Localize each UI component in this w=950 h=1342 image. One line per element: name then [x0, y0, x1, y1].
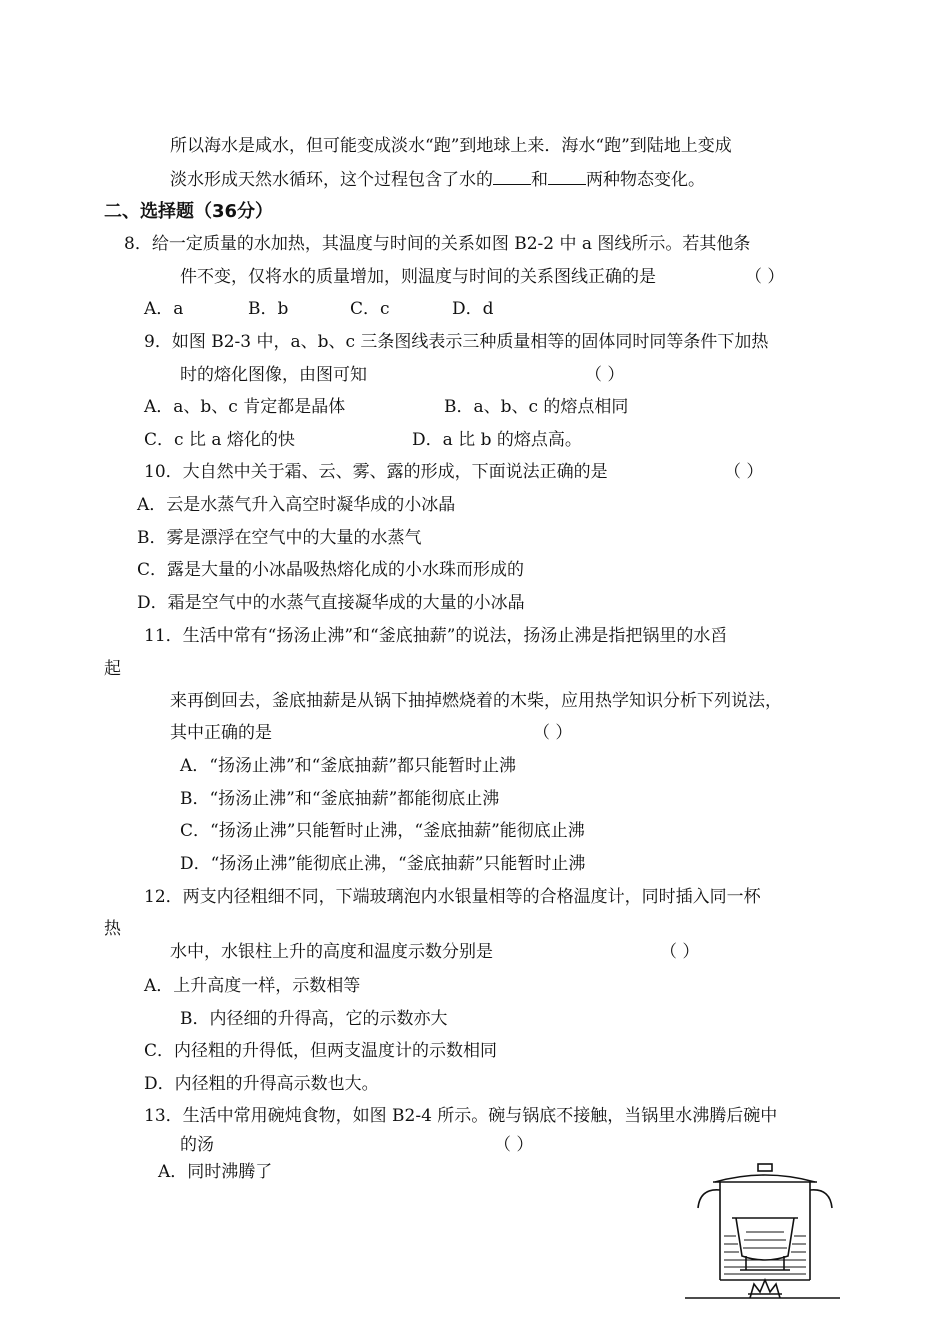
- q8-answer-paren[interactable]: （ ）: [745, 267, 785, 287]
- q12-answer-paren[interactable]: （ ）: [660, 942, 700, 962]
- q11-option-d[interactable]: D．“扬汤止沸”能彻底止沸，“釜底抽薪”只能暂时止沸: [180, 854, 586, 874]
- q12-line-2: 水中，水银柱上升的高度和温度示数分别是: [170, 942, 493, 962]
- fill-blank-1[interactable]: [493, 168, 531, 185]
- q13-answer-paren[interactable]: （ ）: [494, 1135, 534, 1155]
- q12-option-d[interactable]: D．内径粗的升得高示数也大。: [144, 1074, 379, 1094]
- q9-option-d[interactable]: D．a 比 b 的熔点高。: [412, 430, 582, 450]
- intro-line-1: 所以海水是咸水，但可能变成淡水“跑”到地球上来．海水“跑”到陆地上变成: [170, 136, 732, 156]
- q10-line-1: 10．大自然中关于霜、云、雾、露的形成，下面说法正确的是: [144, 462, 608, 482]
- q10-option-c[interactable]: C．露是大量的小冰晶吸热熔化成的小水珠而形成的: [137, 560, 525, 580]
- q12-option-a[interactable]: A．上升高度一样，示数相等: [144, 976, 361, 996]
- q11-answer-paren[interactable]: （ ）: [533, 723, 573, 743]
- q9-answer-paren[interactable]: （ ）: [585, 365, 625, 385]
- q8-option-c[interactable]: C．c: [350, 299, 390, 319]
- intro-text-a: 淡水形成天然水循环，这个过程包含了水的: [170, 170, 493, 190]
- section-heading: 二、选择题（36分）: [104, 201, 274, 222]
- q8-option-a[interactable]: A．a: [144, 299, 184, 319]
- q11-option-b[interactable]: B．“扬汤止沸”和“釜底抽薪”都能彻底止沸: [180, 789, 500, 809]
- intro-line-2: [170, 168, 705, 191]
- q12-option-b[interactable]: B．内径细的升得高，它的示数亦大: [180, 1009, 448, 1029]
- q10-option-b[interactable]: B．雾是漂浮在空气中的大量的水蒸气: [137, 528, 422, 548]
- q13-option-a[interactable]: A．同时沸腾了: [158, 1162, 273, 1182]
- q12-line-1-wrap: 热: [104, 919, 121, 939]
- q9-line-2: 时的熔化图像，由图可知: [180, 365, 367, 385]
- intro-text-b: 和: [531, 170, 548, 190]
- q11-line-1-wrap: 起: [104, 659, 121, 679]
- q13-line-1: 13．生活中常用碗炖食物，如图 B2-4 所示。碗与锅底不接触，当锅里水沸腾后碗中: [144, 1106, 778, 1126]
- q11-option-c[interactable]: C．“扬汤止沸”只能暂时止沸，“釜底抽薪”能彻底止沸: [180, 821, 585, 841]
- fill-blank-2[interactable]: [548, 168, 586, 185]
- q10-answer-paren[interactable]: （ ）: [724, 462, 764, 482]
- q11-line-2: 来再倒回去，釜底抽薪是从锅下抽掉燃烧着的木柴，应用热学知识分析下列说法，: [170, 691, 782, 711]
- q8-line-1: 8．给一定质量的水加热，其温度与时间的关系如图 B2-2 中 a 图线所示。若其他条: [124, 234, 751, 254]
- q9-option-c[interactable]: C．c 比 a 熔化的快: [144, 430, 295, 450]
- q8-option-d[interactable]: D．d: [452, 299, 494, 319]
- q12-line-1: 12．两支内径粗细不同，下端玻璃泡内水银量相等的合格温度计，同时插入同一杯: [144, 887, 761, 907]
- pot-with-bowl-figure: [680, 1160, 845, 1320]
- q12-option-c[interactable]: C．内径粗的升得低，但两支温度计的示数相同: [144, 1041, 498, 1061]
- q8-line-2: 件不变，仅将水的质量增加，则温度与时间的关系图线正确的是: [180, 267, 656, 287]
- q9-option-a[interactable]: A．a、b、c 肯定都是晶体: [144, 397, 346, 417]
- q10-option-a[interactable]: A．云是水蒸气升入高空时凝华成的小冰晶: [137, 495, 456, 515]
- q11-line-3: 其中正确的是: [170, 723, 272, 743]
- q9-line-1: 9．如图 B2-3 中，a、b、c 三条图线表示三种质量相等的固体同时同等条件下加热: [144, 332, 769, 352]
- q11-line-1: 11．生活中常有“扬汤止沸”和“釜底抽薪”的说法，扬汤止沸是指把锅里的水舀: [144, 626, 728, 646]
- intro-text-c: 两种物态变化。: [586, 170, 705, 190]
- q13-line-2: 的汤: [180, 1135, 214, 1155]
- q11-option-a[interactable]: A．“扬汤止沸”和“釜底抽薪”都只能暂时止沸: [180, 756, 517, 776]
- q8-option-b[interactable]: B．b: [248, 299, 289, 319]
- q9-option-b[interactable]: B．a、b、c 的熔点相同: [444, 397, 629, 417]
- q10-option-d[interactable]: D．霜是空气中的水蒸气直接凝华成的大量的小冰晶: [137, 593, 525, 613]
